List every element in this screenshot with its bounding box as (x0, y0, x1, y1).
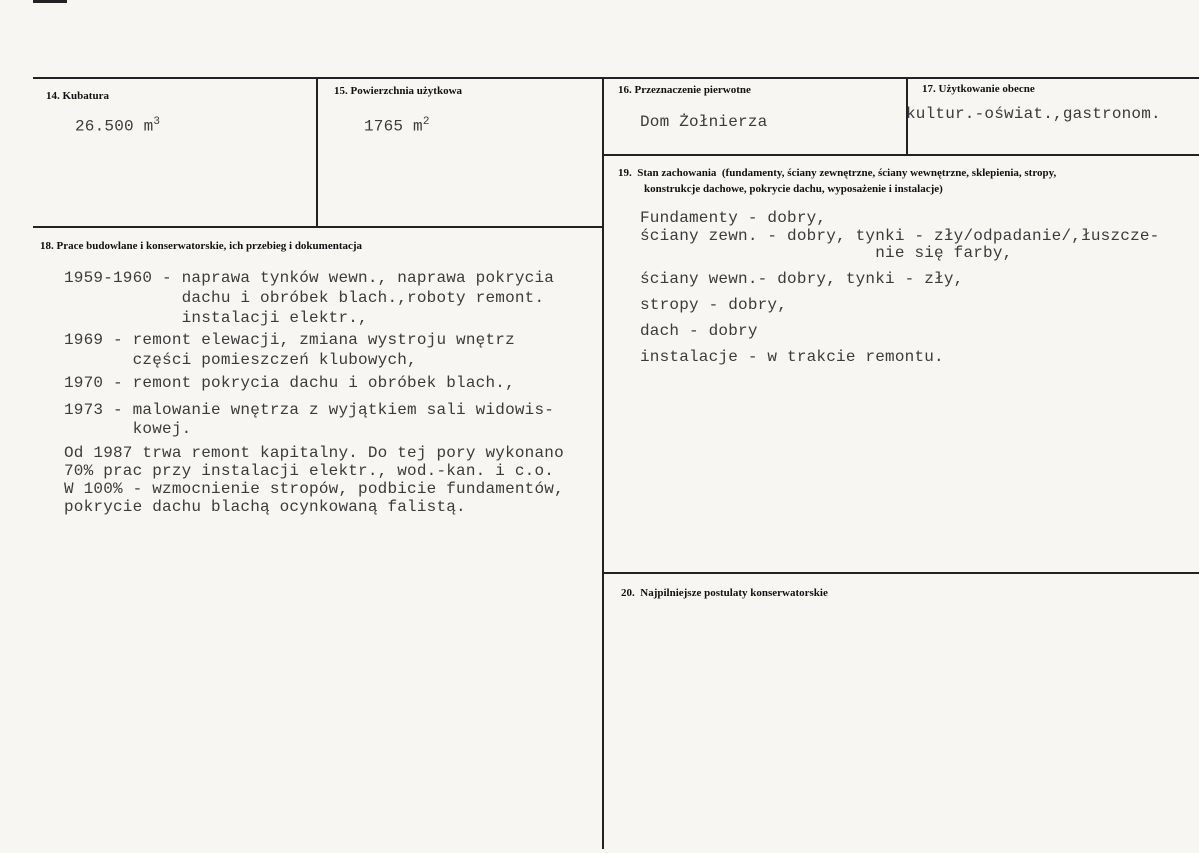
section-20-top-rule (603, 572, 1199, 574)
field-15-label: 15. Powierzchnia użytkowa (334, 85, 463, 97)
row1-bottom-rule-right (603, 154, 1199, 156)
text-line: instalacji elektr., (64, 309, 368, 327)
top-rule (33, 77, 1199, 79)
text-line: dach - dobry (640, 322, 758, 340)
field-18-label: 18. Prace budowlane i konserwatorskie, ich przebieg i dokumentacja (40, 240, 363, 252)
top-left-mark (33, 0, 67, 3)
divider-left-right (602, 77, 604, 849)
field-15-value: 1765 $m^2$ (364, 116, 430, 136)
text-line: 1973 - malowanie wnętrza z wyjątkiem sali widowis- (64, 401, 555, 419)
text-line: stropy - dobry, (640, 296, 788, 314)
text-line: kowej. (64, 420, 192, 438)
text-line: części pomieszczeń klubowych, (64, 351, 417, 369)
text-line: nie się farby, (640, 244, 1013, 262)
field-16-value: Dom Żołnierza (640, 113, 768, 131)
field-17-value: kultur.-oświat.,gastronom. (906, 105, 1161, 123)
text-line: 70% prac przy instalacji elektr., wod.-kan. i c.o. (64, 462, 555, 480)
text-line: instalacje - w trakcie remontu. (640, 348, 944, 366)
field-14-value: 26.500 $m^3$ (75, 116, 161, 136)
text-line: 1969 - remont elewacji, zmiana wystroju wnętrz (64, 331, 515, 349)
text-line: dachu i obróbek blach.,roboty remont. (64, 289, 545, 307)
field-20-label: 20. Najpilniejsze postulaty konserwatorskie (621, 587, 828, 599)
field-19-label-line1: 19. Stan zachowania (fundamenty, ściany zewnętrzne, ściany wewnętrzne, sklepienia, stropy, (618, 167, 1057, 179)
text-line: 1959-1960 - naprawa tynków wewn., naprawa pokrycia (64, 269, 555, 287)
text-line: Fundamenty - dobry, (640, 209, 827, 227)
field-19-label-line2: konstrukcje dachowe, pokrycie dachu, wyposażenie i instalacje) (644, 183, 943, 195)
text-line: W 100% - wzmocnienie stropów, podbicie fundamentów, (64, 480, 564, 498)
divider-14-15 (316, 77, 318, 227)
field-14-label: 14. Kubatura (46, 90, 109, 102)
text-line: pokrycie dachu blachą ocynkowaną falistą. (64, 498, 466, 516)
row1-bottom-rule-left (33, 226, 603, 228)
text-line: 1970 - remont pokrycia dachu i obróbek blach., (64, 374, 515, 392)
field-17-label: 17. Użytkowanie obecne (922, 83, 1035, 95)
text-line: ściany zewn. - dobry, tynki - zły/odpadanie/,łuszcze- (640, 227, 1160, 245)
field-16-label: 16. Przeznaczenie pierwotne (618, 84, 751, 96)
text-line: Od 1987 trwa remont kapitalny. Do tej pory wykonano (64, 444, 564, 462)
text-line: ściany wewn.- dobry, tynki - zły, (640, 270, 964, 288)
